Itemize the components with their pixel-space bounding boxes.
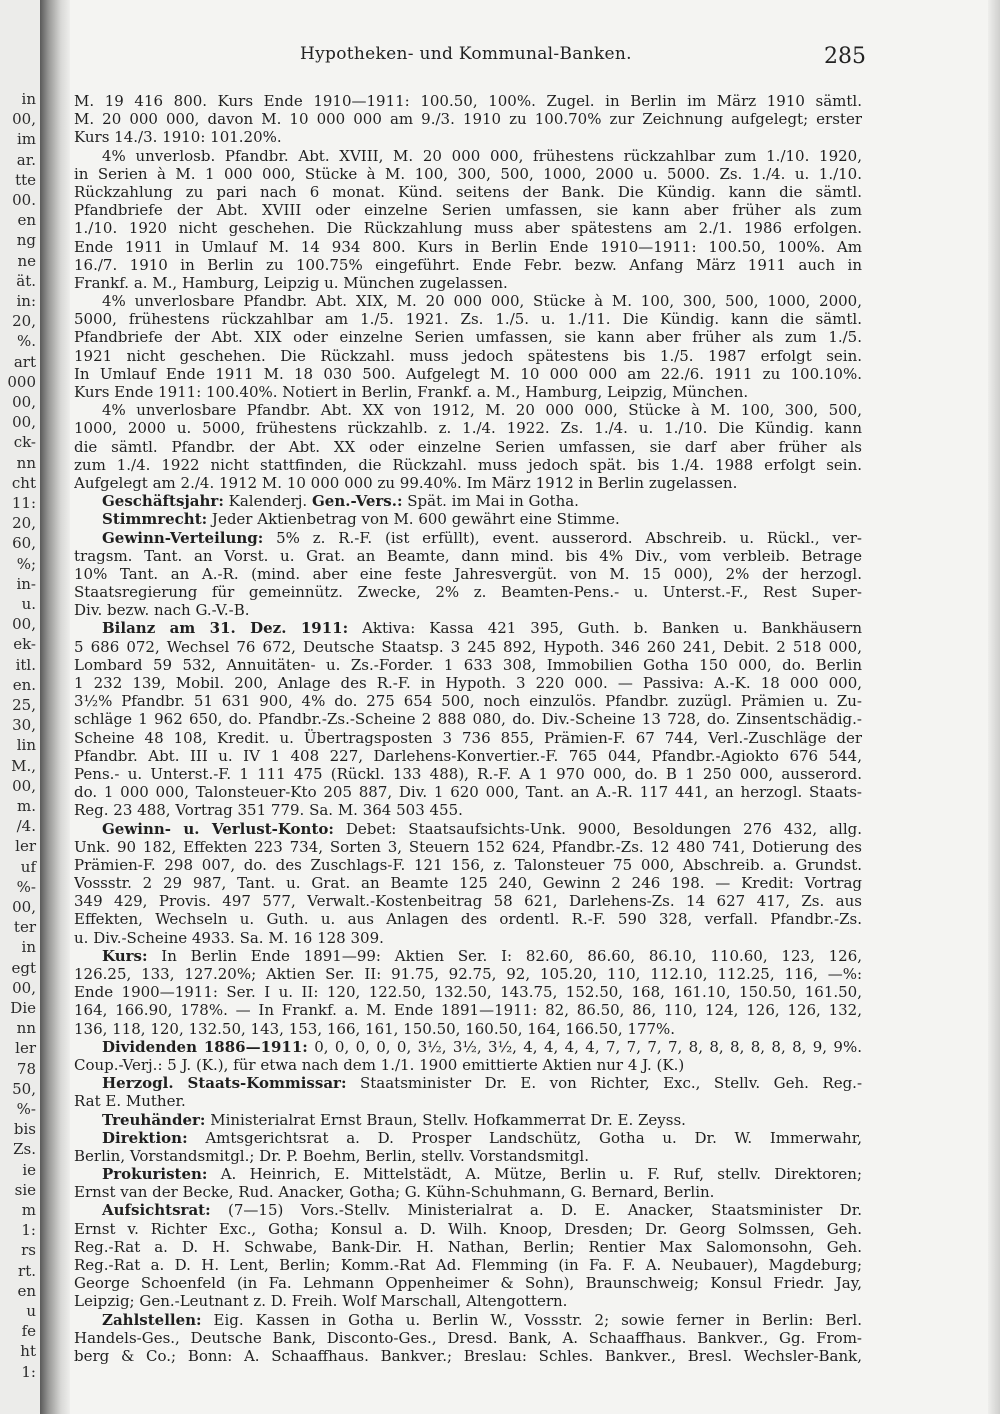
line-text: Leipzig; Gen.-Leutnant z. D. Freih. Wolf Marschall, Altengottern. [74,1292,568,1311]
section-heading: Dividenden 1886—1911: [102,1037,308,1056]
line-text: Div. bezw. nach G.-V.-B. [74,601,250,620]
text-line [74,1220,862,1238]
line-text: Staatsminister Dr. E. von Richter, Exc., Stellv. Geh. Reg.- [346,1074,862,1093]
previous-page-fragment: 25, [12,696,36,714]
text-line [74,801,862,819]
line-text: Handels-Ges., Deutsche Bank, Disconto-Ges., Dresd. Bank, A. Schaaffhaus. Bankver., Gg. From- [74,1328,862,1347]
line-text: Kalenderj. [223,492,312,511]
previous-page-fragment: 11: [11,494,36,512]
section-heading: Kurs: [102,946,148,965]
text-line [74,1347,862,1365]
previous-page-fragment: m [21,1201,36,1219]
line-text: 164, 166.90, 178%. — In Frankf. a. M. Ende 1891—1911: 82, 86.50, 86, 110, 124, 126, 126, 132, [74,1001,862,1020]
line-text: Coup.-Verj.: 5 J. (K.), für etwa nach dem 1./1. 1900 emittierte Aktien nur 4 J. (K.) [74,1055,685,1074]
text-line [74,1256,862,1274]
text-line [74,1129,862,1147]
text-line [74,365,862,383]
text-line [74,1147,862,1165]
text-line [74,565,862,583]
section-heading: Bilanz am 31. Dez. 1911: [102,619,349,638]
line-text: Spät. im Mai in Gotha. [402,492,579,511]
text-line [74,1238,862,1256]
line-text: In Berlin Ende 1891—99: Aktien Ser. I: 82.60, 86.60, 86.10, 110.60, 123, 126, [147,946,862,965]
line-text: 5000, frühestens rückzahlbar am 1./5. 1921. Zs. 1./5. u. 1./11. Die Kündig. kann die sämtl. [74,310,862,329]
section-heading: Prokuristen: [102,1165,208,1184]
previous-page-fragment: ar. [16,150,36,169]
text-line [74,147,862,165]
previous-page-fragment: 1: [21,1221,36,1240]
running-head: Hypotheken- und Kommunal-Banken. [300,44,632,64]
text-line [74,929,862,947]
previous-page-fragment: ek- [13,635,36,654]
previous-page-fragment: 1: [21,1362,36,1381]
text-line [74,1111,862,1129]
previous-page-fragment: in [21,90,36,108]
line-text: Jeder Aktienbetrag von M. 600 gewährt eine Stimme. [207,510,620,529]
text-line [74,710,862,728]
text-line [74,783,862,801]
line-text: in Serien à M. 1 000 000, Stücke à M. 100, 300, 500, 1000, 2000 u. 5000. Zs. 1./4. u. 1./10. [74,164,862,183]
text-line [74,510,862,528]
line-text: Aktiva: Kassa 421 395, Guth. b. Banken u. Bankhäusern [348,619,862,638]
line-text: Staatsregierung für gemeinnütz. Zwecke, 2% z. Beamten-Pens.- u. Unterst.-F., Rest Super- [74,583,862,602]
previous-page-fragment: bis [13,1120,36,1139]
page-number: 285 [824,44,866,69]
line-text: Ende 1900—1911: Ser. I u. II: 120, 122.50, 132.50, 143.75, 152.50, 168, 161.10, 150.50, 161.50, [74,983,862,1002]
previous-page-fragment: 00, [12,978,36,997]
previous-page-fragment: nn [16,453,36,472]
line-text: In Umlauf Ende 1911 M. 18 030 500. Aufgelegt M. 10 000 000 am 22./6. 1911 zu 100.10%. [74,364,862,383]
line-text: Ende 1911 in Umlauf M. 14 934 800. Kurs in Berlin Ende 1910—1911: 100.50, 100%. Am [74,237,862,256]
previous-page-edge [0,0,41,1414]
previous-page-fragment: Zs. [13,1140,36,1159]
line-text: Vossstr. 2 29 987, Tant. u. Grat. an Beamte 125 240, Gewinn 2 246 198. — Kredit: Vortrag [74,874,862,893]
previous-page-fragment: in: [16,292,36,310]
previous-page-fragment: 50, [12,1079,36,1098]
previous-page-fragment: rs [21,1241,36,1260]
line-text: Ernst v. Richter Exc., Gotha; Konsul a. D. Wilh. Knoop, Dresden; Dr. Georg Solmssen, Geh. [74,1219,862,1238]
text-line [74,638,862,656]
previous-page-fragment: %- [16,877,36,896]
line-text: Rat E. Muther. [74,1092,186,1111]
previous-page-fragment: ne [17,251,36,270]
line-text: 3½% Pfandbr. 51 631 900, 4% do. 275 654 500, noch einzulös. Pfandbr. zuzügl. Prämien u. Zu- [74,692,862,711]
previous-page-fragment: sie [14,1180,36,1199]
previous-page-fragment: im [16,130,36,149]
line-text: (7—15) Vors.-Stellv. Ministerialrat a. D. E. Anacker, Staatsminister Dr. [210,1201,862,1220]
line-text: tragsm. Tant. an Vorst. u. Grat. an Beamte, dann mind. bis 4% Div., vom verbleib. Betrage [74,546,862,565]
previous-page-fragment: en [17,1281,36,1300]
previous-page-fragment: art [13,352,36,371]
text-line [74,1020,862,1038]
text-line [74,1056,862,1074]
text-line [74,183,862,201]
text-line [74,310,862,328]
previous-page-fragment: uf [20,857,36,876]
text-line [74,110,862,128]
previous-page-fragment: ck- [13,433,36,452]
previous-page-fragment: ng [16,231,36,250]
line-text: Lombard 59 532, Annuitäten- u. Zs.-Forder. 1 633 308, Immobilien Gotha 150 000, do. Berlin [74,655,862,674]
previous-page-fragment: 00. [12,191,36,209]
previous-page-fragment: 60, [12,534,36,553]
section-heading: Treuhänder: [102,1110,206,1129]
previous-page-fragment: 30, [12,716,36,735]
line-text: 16./7. 1910 in Berlin zu 100.75% eingeführt. Ende Febr. bezw. Anfang März 1911 auch in [74,255,862,274]
section-heading: Direktion: [102,1128,188,1147]
previous-page-fragment: in [21,938,36,957]
previous-page-fragment: 78 [16,1059,36,1078]
text-line [74,965,862,983]
text-line [74,983,862,1001]
line-text: 5 686 072, Wechsel 76 672, Deutsche Staatsp. 3 245 892, Hypoth. 346 260 241, Debit. 2 518 000, [74,637,862,656]
line-text: Aufgelegt am 2./4. 1912 M. 10 000 000 zu 99.40%. Im März 1912 in Berlin zugelassen. [74,473,738,492]
text-line [74,547,862,565]
page-right-edge [988,0,1000,1414]
previous-page-fragment: fe [21,1322,36,1341]
line-text: Scheine 48 108, Kredit. u. Übertragsposten 3 736 855, Prämien-F. 67 744, Verl.-Zuschläge der [74,728,862,747]
text-line [74,838,862,856]
line-text: 1000, 2000 u. 5000, frühestens rückzahlb. z. 1./4. 1922. Zs. 1./4. u. 1./10. Die Kündig. kann [74,419,862,438]
line-text: 5% z. R.-F. (ist erfüllt), event. ausserord. Abschreib. u. Rückl., ver- [263,528,862,547]
line-text: Reg.-Rat a. D. H. Schwabe, Bank-Dir. H. Nathan, Berlin; Rentier Max Salomonsohn, Geh. [74,1237,862,1256]
previous-page-fragment: 00, [12,413,36,432]
previous-page-fragment: ät. [16,271,36,290]
line-text: Kurs Ende 1911: 100.40%. Notiert in Berlin, Frankf. a. M., Hamburg, Leipzig, München. [74,383,749,401]
previous-page-fragment: 00, [12,898,36,916]
text-line [74,619,862,637]
text-line [74,1074,862,1092]
line-text: Kurs 14./3. 1910: 101.20%. [74,128,282,147]
line-text: A. Heinrich, E. Mittelstädt, A. Mütze, Berlin u. F. Ruf, stellv. Direktoren; [207,1165,862,1184]
line-text: zum 1./4. 1922 nicht stattfinden, die Rückzahl. muss jedoch spät. bis 1./4. 1988 erfolgt sein. [74,455,862,474]
previous-page-fragment: ler [15,837,36,856]
line-text: die sämtl. Pfandbr. der Abt. XX oder einzelne Serien umfassen, sie darf aber früher als [74,437,862,456]
line-text: Ministerialrat Ernst Braun, Stellv. Hofkammerrat Dr. E. Zeyss. [205,1110,686,1129]
text-line [74,601,862,619]
text-line [74,328,862,346]
text-line [74,419,862,437]
text-line [74,874,862,892]
previous-page-fragment: nn [16,1019,36,1038]
text-line [74,1183,862,1201]
line-text: 4% unverlosb. Pfandbr. Abt. XVIII, M. 20 000 000, frühestens rückzahlbar zum 1./10. 1920, [102,146,862,165]
previous-page-fragment: m. [17,797,36,815]
text-line [74,1329,862,1347]
previous-page-fragment: itl. [15,655,36,674]
text-line [74,820,862,838]
line-text: Pfandbriefe der Abt. XIX oder einzelne Serien umfassen, sie kann aber früher als zum 1./5. [74,328,862,347]
line-text: Prämien-F. 298 007, do. des Zuschlags-F. 121 156, z. Talonsteuer 75 000, Abschreib. a. Grundst. [74,855,862,874]
line-text: 10% Tant. an A.-R. (mind. aber eine feste Jahresvergüt. von M. 15 000), 2% der herzogl. [74,564,862,583]
previous-page-fragment: lin [16,736,36,755]
text-line [74,347,862,365]
text-line [74,529,862,547]
line-text: Reg. 23 488, Vortrag 351 779. Sa. M. 364 503 455. [74,801,463,820]
text-line [74,219,862,237]
text-line [74,765,862,783]
section-heading: Gewinn-Verteilung: [102,528,264,547]
text-line [74,656,862,674]
previous-page-fragment: ler [15,1039,36,1058]
previous-page-fragment: 20, [12,312,36,331]
previous-page-fragment: ht [20,1342,36,1361]
text-line [74,692,862,710]
line-text: M. 19 416 800. Kurs Ende 1910—1911: 100.50, 100%. Zugel. in Berlin im März 1910 sämtl. [74,92,862,110]
line-text: Amtsgerichtsrat a. D. Prosper Landschütz, Gotha u. Dr. W. Immerwahr, [187,1128,862,1147]
line-text: Rückzahlung zu pari nach 6 monat. Künd. seitens der Bank. Die Kündig. kann die sämtl. [74,182,862,201]
text-line [74,274,862,292]
previous-page-fragment: tte [15,170,36,189]
line-text: 126.25, 133, 127.20%; Aktien Ser. II: 91.75, 92.75, 92, 105.20, 110, 112.10, 112.25, 116, —%: [74,965,862,983]
section-heading: Herzogl. Staats-Kommissar: [102,1074,347,1093]
previous-page-fragment: /4. [16,817,36,836]
previous-page-fragment: M., [11,756,36,775]
line-text: 0, 0, 0, 0, 0, 3½, 3½, 3½, 4, 4, 4, 4, 7, 7, 7, 7, 8, 8, 8, 8, 8, 8, 9, 9%. [307,1037,862,1056]
text-line [74,438,862,456]
line-text: 1921 nicht geschehen. Die Rückzahl. muss jedoch spätestens bis 1./5. 1987 erfolgt sein. [74,346,862,365]
line-text: berg & Co.; Bonn: A. Schaaffhaus. Bankver.; Breslau: Schles. Bankver., Bresl. Wechsler-Bank, [74,1346,862,1365]
line-text: Reg.-Rat a. D. H. Lent, Berlin; Komm.-Rat Ad. Flemming (in Fa. F. A. Neubauer), Magdeburg; [74,1256,862,1274]
book-gutter [40,0,70,1414]
text-line [74,401,862,419]
section-heading: Aufsichtsrat: [102,1201,211,1220]
text-line [74,292,862,310]
previous-page-fragment: en [17,211,36,230]
section-heading: Geschäftsjahr: [102,492,224,511]
line-text: George Schoenfeld (in Fa. Lehmann Oppenheimer & Sohn), Braunschweig; Konsul Friedr. Jay, [74,1274,862,1293]
line-text: Effekten, Wechseln u. Guth. u. aus Anlagen des ordentl. R.-F. 590 328, verfall. Pfandbr.-Zs. [74,910,862,929]
section-heading: Zahlstellen: [102,1310,202,1329]
previous-page-fragment: %. [16,332,36,351]
previous-page-fragment: 20, [12,514,36,533]
text-line [74,1038,862,1056]
text-line [74,1292,862,1310]
previous-page-fragment: 00, [12,110,36,129]
text-line [74,256,862,274]
previous-page-fragment: egt [11,958,36,977]
previous-page-fragment: cht [11,473,36,492]
line-text: Frankf. a. M., Hamburg, Leipzig u. München zugelassen. [74,273,508,292]
text-line [74,201,862,219]
text-line [74,165,862,183]
text-line [74,456,862,474]
text-line [74,92,862,110]
section-heading: Gen.-Vers.: [311,492,403,511]
previous-page-fragment: rt. [18,1261,36,1280]
line-text: Unk. 90 182, Effekten 223 734, Sorten 3, Steuern 152 624, Pfandbr.-Zs. 12 480 741, Dotierung des [74,837,862,856]
previous-page-fragment: in- [16,574,36,593]
line-text: 1./10. 1920 nicht geschehen. Die Rückzahlung muss aber spätestens am 2./1. 1986 erfolgen. [74,219,862,238]
section-heading: Stimmrecht: [102,510,208,529]
text-line [74,238,862,256]
previous-page-fragment: 000 [7,372,36,391]
line-text: Pfandbriefe der Abt. XVIII oder einzelne Serien umfassen, sie kann aber früher als zum [74,201,862,220]
text-line [74,892,862,910]
text-line [74,1001,862,1019]
line-text: Pfandbr. Abt. III u. IV 1 408 227, Darlehens-Konvertier.-F. 765 044, Pfandbr.-Agiokto 676 544, [74,746,862,765]
text-line [74,1092,862,1110]
line-text: 349 429, Provis. 497 577, Verwalt.-Kostenbeitrag 58 621, Darlehens-Zs. 14 627 417, Zs. aus [74,892,862,911]
text-line [74,492,862,510]
previous-page-fragment: Die [10,999,36,1017]
line-text: Eig. Kassen in Gotha u. Berlin W., Vossstr. 2; sowie ferner in Berlin: Berl. [201,1310,862,1329]
text-line [74,674,862,692]
line-text: u. Div.-Scheine 4933. Sa. M. 16 128 309. [74,928,384,947]
line-text: Berlin, Vorstandsmitgl.; Dr. P. Boehm, Berlin, stellv. Vorstandsmitgl. [74,1146,590,1165]
text-line [74,1274,862,1292]
line-text: 136, 118, 120, 132.50, 143, 153, 166, 161, 150.50, 160.50, 164, 166.50, 177%. [74,1019,676,1038]
text-line [74,856,862,874]
previous-page-fragment: u. [21,595,36,613]
text-line [74,583,862,601]
line-text: do. 1 000 000, Talonsteuer-Kto 205 887, Div. 1 620 000, Tant. an A.-R. 117 441, an herzogl. Staats- [74,783,862,802]
line-text: 4% unverlosbare Pfandbr. Abt. XIX, M. 20 000 000, Stücke à M. 100, 300, 500, 1000, 2000, [102,292,862,311]
text-line [74,947,862,965]
line-text: schläge 1 962 650, do. Pfandbr.-Zs.-Scheine 2 888 080, do. Div.-Scheine 13 728, do. Zinsentschädig.- [74,710,862,729]
previous-page-fragment: ie [22,1160,36,1179]
text-line [74,910,862,928]
previous-page-fragment: 00, [12,393,36,411]
previous-page-fragment: %- [16,1100,36,1118]
text-line [74,1201,862,1219]
line-text: 1 232 139, Mobil. 200, Anlage des R.-F. in Hypoth. 3 220 000. — Passiva: A.-K. 18 000 000, [74,674,862,692]
section-heading: Gewinn- u. Verlust-Konto: [102,819,334,838]
line-text: M. 20 000 000, davon M. 10 000 000 am 9./3. 1910 zu 100.70% zur Zeichnung aufgelegt; erster [74,110,862,129]
body-text [74,92,862,1365]
text-line [74,128,862,146]
previous-page-fragment: u [26,1302,36,1320]
line-text: Ernst van der Becke, Rud. Anacker, Gotha; G. Kühn-Schuhmann, G. Bernard, Berlin. [74,1183,715,1202]
previous-page-fragment: en. [12,675,36,694]
text-line [74,383,862,401]
text-line [74,1311,862,1329]
line-text: Debet: Staatsaufsichts-Unk. 9000, Besoldungen 276 432, allg. [333,819,862,838]
text-line [74,729,862,747]
text-line [74,747,862,765]
text-line [74,1165,862,1183]
line-text: 4% unverlosbare Pfandbr. Abt. XX von 1912, M. 20 000 000, Stücke à M. 100, 300, 500, [102,401,862,420]
text-line [74,474,862,492]
previous-page-fragment: 00, [12,776,36,795]
previous-page-fragment: 00, [12,615,36,634]
previous-page-fragment: ter [13,918,36,937]
previous-page-fragment: %; [16,554,36,573]
line-text: Pens.- u. Unterst.-F. 1 111 475 (Rückl. 133 488), R.-F. A 1 970 000, do. B 1 250 000, ausserord. [74,764,862,783]
